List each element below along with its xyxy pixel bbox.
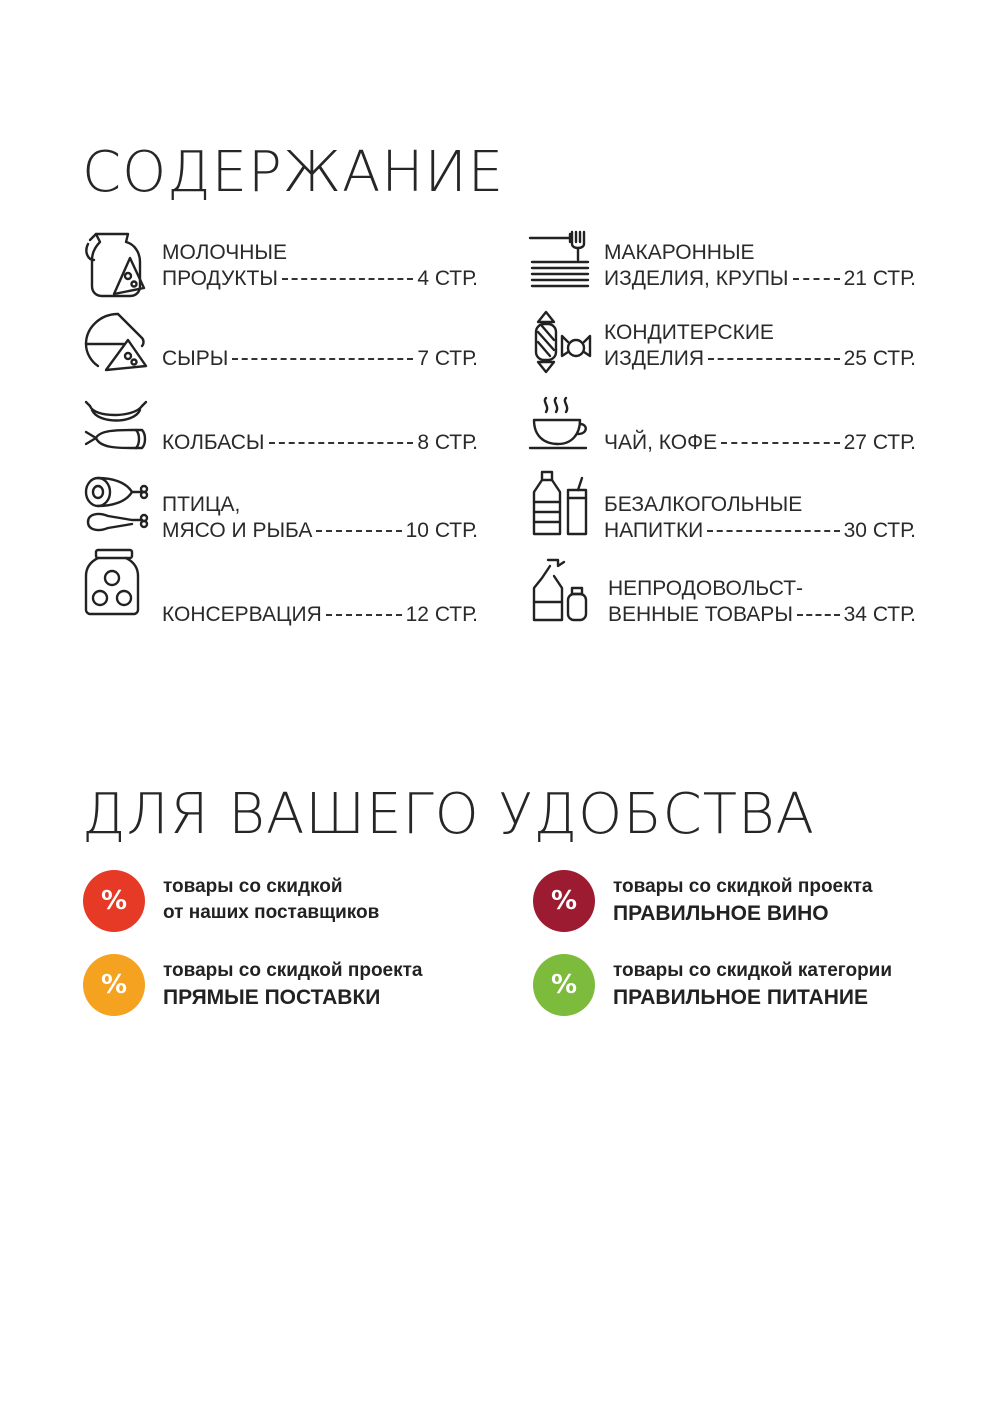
legend-line1: товары со скидкой проекта xyxy=(613,876,873,897)
toc-item-line1 xyxy=(162,320,478,346)
toc-item-page: 27 СТР. xyxy=(843,431,916,454)
toc-item-page: 7 СТР. xyxy=(417,347,478,370)
legend-line2: ПРАВИЛЬНОЕ ВИНО xyxy=(613,902,829,925)
toc-item-page: 34 СТР. xyxy=(843,603,916,626)
dot-leader xyxy=(282,278,413,280)
toc-item-label: КОНСЕРВАЦИЯ xyxy=(162,603,322,626)
toc-item-label: КОЛБАСЫ xyxy=(162,431,265,454)
legend-line2: ПРЯМЫЕ ПОСТАВКИ xyxy=(163,986,381,1009)
toc-item-label: НАПИТКИ xyxy=(604,519,704,542)
toc-item-page: 10 СТР. xyxy=(405,519,478,542)
toc-item-line1: МАКАРОННЫЕ xyxy=(604,241,755,264)
toc-item-line1: БЕЗАЛКОГОЛЬНЫЕ xyxy=(604,493,803,516)
dot-leader xyxy=(316,530,401,532)
toc-item-sausage[interactable] xyxy=(84,394,478,474)
toc-item-label: ИЗДЕЛИЯ xyxy=(604,347,705,370)
toc-item-line1 xyxy=(162,576,478,602)
pasta-fork-icon xyxy=(528,230,592,298)
dot-leader xyxy=(721,442,840,444)
toc-item-page: 21 СТР. xyxy=(843,267,916,290)
toc-item-preserves[interactable] xyxy=(84,548,478,628)
meat-drumstick-icon xyxy=(84,476,148,544)
percent-badge-icon: % xyxy=(83,954,145,1016)
percent-badge-icon: % xyxy=(533,870,595,932)
toc-item-line1 xyxy=(604,404,916,430)
cheese-icon xyxy=(84,310,148,378)
toc-item-dairy[interactable] xyxy=(84,230,478,310)
toc-item-label: СЫРЫ xyxy=(162,347,229,370)
legend-line2: ПРАВИЛЬНОЕ ПИТАНИЕ xyxy=(613,986,868,1009)
toc-item-label: ИЗДЕЛИЯ, КРУПЫ xyxy=(604,267,789,290)
convenience-title: ДЛЯ ВАШЕГО УДОБСТВА xyxy=(82,782,815,847)
toc-item-cheese[interactable] xyxy=(84,310,478,390)
toc-item-tea-coffee[interactable] xyxy=(528,394,916,474)
coffee-cup-icon xyxy=(528,394,592,462)
legend-right-wine xyxy=(533,870,953,940)
toc-item-page: 30 СТР. xyxy=(843,519,916,542)
legend-line1: товары со скидкой xyxy=(163,876,343,897)
toc-item-line1 xyxy=(162,404,478,430)
dot-leader xyxy=(707,530,839,532)
toc-item-label: ВЕННЫЕ ТОВАРЫ xyxy=(608,603,793,626)
toc-item-page: 4 СТР. xyxy=(417,267,478,290)
bottles-icon xyxy=(528,470,592,538)
toc-item-page: 8 СТР. xyxy=(417,431,478,454)
legend-line1: товары со скидкой проекта xyxy=(163,960,423,981)
toc-item-pasta[interactable] xyxy=(528,230,916,310)
percent-badge-icon: % xyxy=(533,954,595,1016)
toc-item-line1: КОНДИТЕРСКИЕ xyxy=(604,321,774,344)
toc-item-label: МЯСО И РЫБА xyxy=(162,519,313,542)
toc-item-page: 12 СТР. xyxy=(405,603,478,626)
legend-line1: товары со скидкой категории xyxy=(613,960,893,981)
toc-item-poultry-meat-fish[interactable] xyxy=(84,476,478,556)
toc-item-line1: ПТИЦА, xyxy=(162,493,241,516)
dot-leader xyxy=(269,442,414,444)
legend-right-nutrition xyxy=(533,954,973,1024)
dot-leader xyxy=(708,358,840,360)
contents-title: СОДЕРЖАНИЕ xyxy=(82,140,505,205)
toc-item-line1: МОЛОЧНЫЕ xyxy=(162,241,288,264)
preserve-jar-icon xyxy=(84,548,148,616)
legend-supplier-discount xyxy=(83,870,503,940)
sausage-icon xyxy=(84,394,148,462)
dot-leader xyxy=(326,614,402,616)
dot-leader xyxy=(232,358,413,360)
toc-item-page: 25 СТР. xyxy=(843,347,916,370)
legend-line2: от наших поставщиков xyxy=(163,902,380,923)
milk-jug-icon xyxy=(84,230,148,298)
toc-item-label: ПРОДУКТЫ xyxy=(162,267,278,290)
dot-leader xyxy=(793,278,840,280)
candy-icon xyxy=(528,310,592,378)
toc-item-line1: НЕПРОДОВОЛЬСТ- xyxy=(608,577,804,600)
household-bottles-icon xyxy=(528,558,592,626)
toc-item-label: ЧАЙ, КОФЕ xyxy=(604,431,718,454)
toc-item-non-food[interactable] xyxy=(528,558,916,638)
toc-item-soft-drinks[interactable] xyxy=(528,470,916,550)
dot-leader xyxy=(797,614,840,616)
percent-badge-icon: % xyxy=(83,870,145,932)
toc-item-confectionery[interactable] xyxy=(528,310,916,390)
legend-direct-supplies xyxy=(83,954,503,1024)
